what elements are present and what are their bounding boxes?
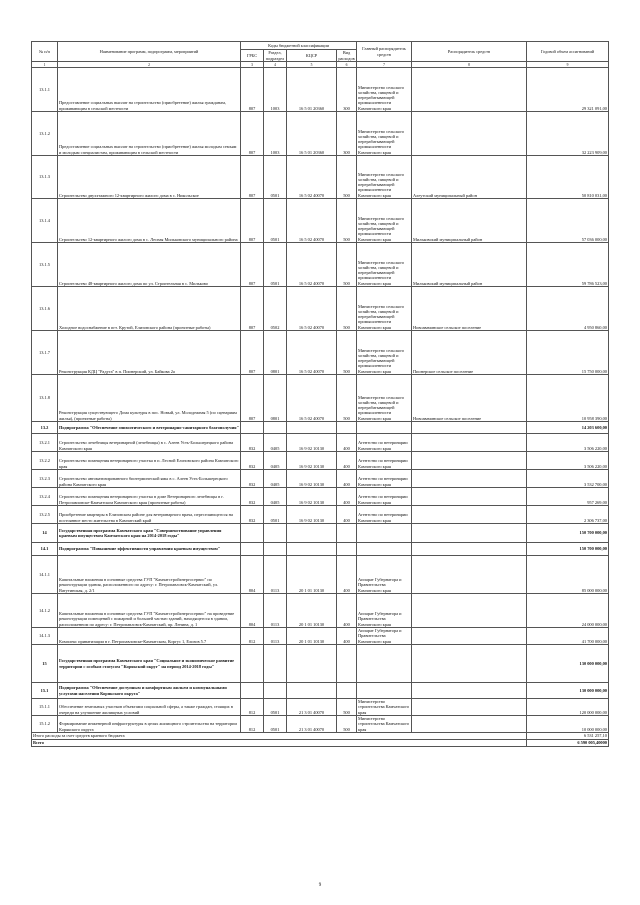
cell-section: 1003 <box>264 68 287 112</box>
table-row <box>32 287 609 331</box>
cell-grbs: 807 <box>241 287 264 331</box>
table-body <box>32 68 609 733</box>
cell-expense-type: 500 <box>337 156 357 199</box>
cell-grbs: 832 <box>241 470 264 488</box>
budget-allocation-table <box>31 41 609 747</box>
cell-target-article <box>287 524 337 543</box>
table-row <box>32 699 609 716</box>
cell-name: Предоставление социальных выплат на строительство (приобретение) жилья гражданам, проживающим в сельской местности <box>58 68 241 112</box>
column-index: 8 <box>412 62 527 68</box>
cell-expense-type: 400 <box>337 452 357 470</box>
cell-receiver <box>412 434 527 452</box>
cell-amount: 130 000 000,00 <box>527 645 609 683</box>
cell-main-manager: Министерство сельского хозяйства, пищевой и перерабатывающей промышленности Камчатского края <box>357 331 412 375</box>
table-header <box>32 42 609 68</box>
cell-section <box>264 683 287 699</box>
cell-amount: 24 000 000,00 <box>527 594 609 628</box>
cell-receiver <box>412 470 527 488</box>
cell-expense-type: 300 <box>337 68 357 112</box>
table-row <box>32 68 609 112</box>
cell-target-article: 16 5 02 40070 <box>287 243 337 287</box>
cell-section <box>264 543 287 556</box>
totals-row <box>32 733 609 740</box>
cell-number: 13.2 <box>32 422 58 434</box>
cell-section: 0113 <box>264 628 287 645</box>
header-vr: Вид расходов <box>338 50 355 61</box>
cell-grbs: 807 <box>241 375 264 422</box>
cell-section: 0801 <box>264 375 287 422</box>
column-index: 2 <box>58 62 241 68</box>
cell-number: 13.2.1 <box>32 434 58 452</box>
cell-target-article: 16 9 02 10130 <box>287 470 337 488</box>
cell-number: 15.1.1 <box>32 699 58 716</box>
cell-main-manager <box>357 683 412 699</box>
table-row <box>32 506 609 524</box>
cell-section <box>264 524 287 543</box>
totals-label: Итого расходы за счет средств краевого бюджета <box>32 733 527 740</box>
cell-receiver: Мильковский муниципальный район <box>412 199 527 243</box>
cell-receiver <box>412 628 527 645</box>
cell-name: Подпрограмма "Обеспечение эпизоотического и ветеринарно-санитарного благополучия" <box>58 422 241 434</box>
cell-amount: 57 036 000,00 <box>527 199 609 243</box>
cell-number: 14.1.1 <box>32 556 58 594</box>
cell-section: 0113 <box>264 594 287 628</box>
cell-grbs: 832 <box>241 434 264 452</box>
cell-receiver <box>412 645 527 683</box>
table-row <box>32 331 609 375</box>
column-index: 1 <box>32 62 58 68</box>
cell-target-article <box>287 683 337 699</box>
table-row <box>32 434 609 452</box>
cell-number: 13.1.3 <box>32 156 58 199</box>
cell-receiver <box>412 422 527 434</box>
cell-receiver <box>412 543 527 556</box>
table-row <box>32 243 609 287</box>
cell-receiver: Новоавачинское сельское поселение <box>412 375 527 422</box>
cell-name: Реконструкция КДЦ "Радуга" в п. Пионерский, ул. Байкова 2а <box>58 331 241 375</box>
header-receiver: Распорядитель средств <box>412 42 527 62</box>
cell-number: 14.1 <box>32 543 58 556</box>
cell-amount: 59 786 523,00 <box>527 243 609 287</box>
cell-section: 0501 <box>264 243 287 287</box>
column-index: 3 <box>241 62 264 68</box>
cell-receiver: Новоавачинское сельское поселение <box>412 287 527 331</box>
cell-name: Строительство 48-квартирного жилого дома по ул. Строительная в с. Мильково <box>58 243 241 287</box>
header-name: Наименование программ, подпрограмм, мероприятий <box>58 42 241 62</box>
cell-main-manager: Аппарат Губернатора и Правительства Камчатского края <box>357 556 412 594</box>
cell-target-article: 20 1 01 10130 <box>287 628 337 645</box>
cell-amount: 150 700 000,00 <box>527 524 609 543</box>
table-row <box>32 488 609 506</box>
column-index: 6 <box>337 62 357 68</box>
cell-target-article: 16 5 02 40070 <box>287 199 337 243</box>
cell-receiver <box>412 683 527 699</box>
cell-target-article: 20 1 01 10130 <box>287 556 337 594</box>
cell-grbs <box>241 422 264 434</box>
cell-number: 13.1.5 <box>32 243 58 287</box>
cell-main-manager: Министерство строительства Камчатского края <box>357 699 412 716</box>
table-row <box>32 375 609 422</box>
cell-name: Строительство помещения ветеринарного участка в доме Ветеринарного лечебницы в г. Петропавловске-Камчатском Камчатского края (проектные работы) <box>58 488 241 506</box>
cell-name: Строительство помещения ветеринарного участка в п. Лесной Елизовского района Камчатского края <box>58 452 241 470</box>
cell-name: Строительство автоматизированного биотермической ямы в с. Алеев Усть-Большерецкого района Камчатского края <box>58 470 241 488</box>
cell-name: Подпрограмма "Обеспечение доступным и комфортным жильем и коммунальными услугами населения Корякского округа" <box>58 683 241 699</box>
cell-number: 14.1.2 <box>32 594 58 628</box>
cell-receiver <box>412 699 527 716</box>
cell-target-article: 20 1 01 10130 <box>287 594 337 628</box>
cell-amount: 3 506 220,00 <box>527 452 609 470</box>
cell-amount: 14 203 600,00 <box>527 422 609 434</box>
cell-number: 13.1.8 <box>32 375 58 422</box>
cell-receiver: Пионерское сельское поселение <box>412 331 527 375</box>
cell-grbs: 807 <box>241 112 264 156</box>
cell-grbs <box>241 543 264 556</box>
header-main-manager: Главный распорядитель средств <box>357 42 412 62</box>
cell-target-article: 16 5 02 40070 <box>287 331 337 375</box>
cell-name: Государственная программа Камчатского края "Совершенствование управления краевым имуществом Камчатского края на 2014-2018 годы" <box>58 524 241 543</box>
cell-amount: 957 269,00 <box>527 488 609 506</box>
cell-grbs <box>241 645 264 683</box>
cell-receiver <box>412 452 527 470</box>
column-index: 5 <box>287 62 337 68</box>
cell-name: Подпрограмма "Повышение эффективности управления краевым имуществом" <box>58 543 241 556</box>
cell-number: 14.1.3 <box>32 628 58 645</box>
cell-section: 0113 <box>264 556 287 594</box>
totals-row <box>32 740 609 747</box>
cell-name: Реконструкция существующего Дома культуры в пос. Новый, ул. Молодежная 5 (по сценариям жилья), (проектные работы) <box>58 375 241 422</box>
cell-section: 0405 <box>264 452 287 470</box>
cell-expense-type: 500 <box>337 199 357 243</box>
table-row <box>32 683 609 699</box>
cell-grbs: 812 <box>241 699 264 716</box>
table-row <box>32 543 609 556</box>
cell-expense-type: 400 <box>337 470 357 488</box>
cell-expense-type <box>337 543 357 556</box>
cell-target-article: 16 5 01 20360 <box>287 68 337 112</box>
cell-section: 0501 <box>264 699 287 716</box>
table-row <box>32 556 609 594</box>
cell-number: 13.1.4 <box>32 199 58 243</box>
cell-name: Строительство лечебницы ветеринарной (лечебницы) в с. Алеев Усть-Большерецкого района Камчатского края <box>58 434 241 452</box>
cell-grbs: 832 <box>241 488 264 506</box>
cell-expense-type: 500 <box>337 375 357 422</box>
cell-target-article: 16 9 02 10130 <box>287 506 337 524</box>
cell-expense-type: 400 <box>337 556 357 594</box>
cell-grbs <box>241 683 264 699</box>
cell-expense-type <box>337 422 357 434</box>
cell-receiver <box>412 716 527 733</box>
table-row <box>32 645 609 683</box>
cell-section: 0501 <box>264 716 287 733</box>
cell-expense-type: 400 <box>337 506 357 524</box>
cell-amount: 41 700 000,00 <box>527 628 609 645</box>
cell-grbs: 832 <box>241 506 264 524</box>
table-row <box>32 112 609 156</box>
table-row <box>32 422 609 434</box>
cell-receiver <box>412 112 527 156</box>
cell-number: 15 <box>32 645 58 683</box>
cell-main-manager: Агентство по ветеринарии Камчатского края <box>357 452 412 470</box>
cell-receiver <box>412 68 527 112</box>
cell-main-manager: Агентство по ветеринарии Камчатского края <box>357 506 412 524</box>
cell-amount: 120 000 000,00 <box>527 699 609 716</box>
cell-receiver <box>412 524 527 543</box>
cell-number: 13.1.7 <box>32 331 58 375</box>
cell-number: 15.1 <box>32 683 58 699</box>
cell-amount: 4 950 860,00 <box>527 287 609 331</box>
cell-amount: 130 000 000,00 <box>527 683 609 699</box>
budget-table-sheet <box>31 41 608 747</box>
cell-expense-type: 400 <box>337 628 357 645</box>
cell-section: 0405 <box>264 488 287 506</box>
cell-number: 15.1.2 <box>32 716 58 733</box>
cell-name: Строительство двухэтажного 12-квартирного жилого дома в с. Никольское <box>58 156 241 199</box>
page-number: 9 <box>318 883 322 888</box>
cell-grbs: 812 <box>241 716 264 733</box>
cell-main-manager <box>357 645 412 683</box>
cell-expense-type: 400 <box>337 488 357 506</box>
cell-main-manager <box>357 543 412 556</box>
cell-main-manager: Министерство сельского хозяйства, пищевой и перерабатывающей промышленности Камчатского края <box>357 375 412 422</box>
cell-number: 13.2.5 <box>32 506 58 524</box>
cell-amount: 10 000 000,00 <box>527 716 609 733</box>
cell-grbs: 807 <box>241 331 264 375</box>
cell-expense-type: 500 <box>337 287 357 331</box>
cell-receiver: Алеутский муниципальный район <box>412 156 527 199</box>
cell-section: 0501 <box>264 506 287 524</box>
cell-amount: 3 532 700,00 <box>527 470 609 488</box>
cell-amount: 10 958 390,00 <box>527 375 609 422</box>
cell-expense-type: 400 <box>337 434 357 452</box>
table-row <box>32 199 609 243</box>
cell-section: 0405 <box>264 470 287 488</box>
cell-receiver <box>412 506 527 524</box>
cell-main-manager: Министерство сельского хозяйства, пищевой и перерабатывающей промышленности Камчатского края <box>357 243 412 287</box>
cell-section: 0801 <box>264 331 287 375</box>
cell-expense-type: 500 <box>337 716 357 733</box>
cell-main-manager: Министерство сельского хозяйства, пищевой и перерабатывающей промышленности Камчатского края <box>357 156 412 199</box>
cell-amount: 2 306 737,00 <box>527 506 609 524</box>
cell-section: 1003 <box>264 112 287 156</box>
cell-target-article <box>287 645 337 683</box>
cell-main-manager: Аппарат Губернатора и Правительства Камчатского края <box>357 628 412 645</box>
cell-main-manager: Министерство сельского хозяйства, пищевой и перерабатывающей промышленности Камчатского края <box>357 112 412 156</box>
cell-name: Строительство 12-квартирного жилого дома в с. Лесная Мильковского муниципального района <box>58 199 241 243</box>
cell-target-article: 16 5 02 40070 <box>287 375 337 422</box>
cell-expense-type <box>337 524 357 543</box>
table-row <box>32 628 609 645</box>
cell-name: Приобретение квартиры в Елизовском районе для ветеринарного врача, переселяющегося на постоянное место жительства в Камчатский край <box>58 506 241 524</box>
cell-name: Предоставление социальных выплат на строительство (приобретение) жилья молодым семьям и молодым специалистам, проживающим в сельской местности <box>58 112 241 156</box>
cell-target-article: 16 5 01 20360 <box>287 112 337 156</box>
cell-grbs: 804 <box>241 594 264 628</box>
cell-main-manager <box>357 422 412 434</box>
cell-receiver <box>412 556 527 594</box>
cell-name: Государственная программа Камчатского края "Социальное и экономическое развитие территории с особым статусом "Корякский округ" на период 2014-2018 годы" <box>58 645 241 683</box>
table-row <box>32 594 609 628</box>
cell-expense-type: 500 <box>337 243 357 287</box>
cell-target-article <box>287 422 337 434</box>
header-num: № п/п <box>32 42 58 62</box>
cell-receiver <box>412 594 527 628</box>
cell-receiver <box>412 488 527 506</box>
cell-amount: 29 321 091,00 <box>527 68 609 112</box>
cell-grbs: 807 <box>241 199 264 243</box>
cell-target-article: 16 5 02 40070 <box>287 287 337 331</box>
cell-target-article: 16 9 02 10130 <box>287 488 337 506</box>
header-rz: Раздел, подраздел <box>264 50 287 62</box>
cell-amount: 15 750 000,00 <box>527 331 609 375</box>
totals-amount: 6 590 005,40000 <box>527 740 609 747</box>
cell-main-manager: Министерство строительства Камчатского края <box>357 716 412 733</box>
header-csr: КЦСР <box>287 50 337 62</box>
table-totals <box>32 733 609 747</box>
cell-amount: 85 000 000,00 <box>527 556 609 594</box>
cell-number: 13.1.1 <box>32 68 58 112</box>
cell-number: 13.2.3 <box>32 470 58 488</box>
cell-main-manager: Агентство по ветеринарии Камчатского края <box>357 434 412 452</box>
cell-grbs: 832 <box>241 452 264 470</box>
cell-target-article: 21 3 01 40070 <box>287 716 337 733</box>
column-index: 7 <box>357 62 412 68</box>
cell-grbs: 804 <box>241 556 264 594</box>
header-amount: Годовой объем ассигнований <box>527 42 609 62</box>
cell-amount: 50 810 031,00 <box>527 156 609 199</box>
table-row <box>32 524 609 543</box>
cell-name: Капитальные вложения в основные средства ГУП "Камчатстройэнергосервис" по реконструкции здания, расположенного по адресу: г. Петропавловск-Камчатский, ул. Ватутинская, д. 2/1 <box>58 556 241 594</box>
cell-number: 13.2.4 <box>32 488 58 506</box>
cell-expense-type: 300 <box>337 112 357 156</box>
cell-section: 0501 <box>264 199 287 243</box>
cell-expense-type <box>337 683 357 699</box>
cell-target-article: 21 3 01 40070 <box>287 699 337 716</box>
cell-name: Обеспечение земельных участков объектами социальной сферы, а также граждан, стоящих в очереди на улучшение жилищных условий <box>58 699 241 716</box>
cell-amount: 32 223 909,00 <box>527 112 609 156</box>
cell-grbs: 807 <box>241 243 264 287</box>
header-grbs: ГРБС <box>241 50 264 62</box>
cell-grbs: 807 <box>241 68 264 112</box>
cell-name: Комплекс приватизации в г. Петропавловске-Камчатском, Коргус 1, Елизов 5.7 <box>58 628 241 645</box>
table-row <box>32 470 609 488</box>
cell-receiver: Мильковский муниципальный район <box>412 243 527 287</box>
cell-section: 0405 <box>264 434 287 452</box>
cell-main-manager: Министерство сельского хозяйства, пищевой и перерабатывающей промышленности Камчатского края <box>357 68 412 112</box>
cell-target-article: 16 5 02 40070 <box>287 156 337 199</box>
cell-amount: 3 506 220,00 <box>527 434 609 452</box>
cell-number: 13.2.2 <box>32 452 58 470</box>
cell-main-manager: Аппарат Губернатора и Правительства Камчатского края <box>357 594 412 628</box>
cell-number: 13.1.6 <box>32 287 58 331</box>
cell-section: 0501 <box>264 156 287 199</box>
totals-label: Всего <box>32 740 527 747</box>
cell-main-manager: Агентство по ветеринарии Камчатского края <box>357 488 412 506</box>
table-row <box>32 156 609 199</box>
cell-expense-type: 500 <box>337 331 357 375</box>
cell-name: Формирование инженерной инфраструктуры в целях жилищного строительства на территории Корякского округа <box>58 716 241 733</box>
cell-expense-type: 400 <box>337 594 357 628</box>
cell-grbs: 812 <box>241 628 264 645</box>
cell-main-manager <box>357 524 412 543</box>
cell-section <box>264 422 287 434</box>
cell-expense-type: 500 <box>337 699 357 716</box>
cell-main-manager: Министерство сельского хозяйства, пищевой и перерабатывающей промышленности Камчатского края <box>357 287 412 331</box>
cell-section: 0502 <box>264 287 287 331</box>
header-codes-group: Коды бюджетной классификации <box>241 42 357 50</box>
cell-name: Капитальные вложения в основные средства ГУП "Камчатстройэнергосервис" на проведение реконструкции помещений с пожарной и большей частью зданий, находящегося в здании, расположенном по адресу: г. Петропавловск-Камчатский, пр. Ленина, д. 1 <box>58 594 241 628</box>
cell-main-manager: Министерство сельского хозяйства, пищевой и перерабатывающей промышленности Камчатского края <box>357 199 412 243</box>
table-row <box>32 452 609 470</box>
cell-target-article: 16 9 02 10130 <box>287 452 337 470</box>
cell-number: 14 <box>32 524 58 543</box>
cell-grbs: 807 <box>241 156 264 199</box>
totals-amount: 6 531 257,10 <box>527 733 609 740</box>
cell-amount: 150 700 000,00 <box>527 543 609 556</box>
cell-grbs <box>241 524 264 543</box>
column-index: 4 <box>264 62 287 68</box>
table-row <box>32 716 609 733</box>
column-index: 9 <box>527 62 609 68</box>
cell-section <box>264 645 287 683</box>
cell-target-article <box>287 543 337 556</box>
cell-expense-type <box>337 645 357 683</box>
cell-target-article: 16 9 02 10130 <box>287 434 337 452</box>
cell-number: 13.1.2 <box>32 112 58 156</box>
cell-main-manager: Агентство по ветеринарии Камчатского края <box>357 470 412 488</box>
cell-name: Холодное водоснабжение в пгт. Крутой, Елизовского района (проектные работы) <box>58 287 241 331</box>
